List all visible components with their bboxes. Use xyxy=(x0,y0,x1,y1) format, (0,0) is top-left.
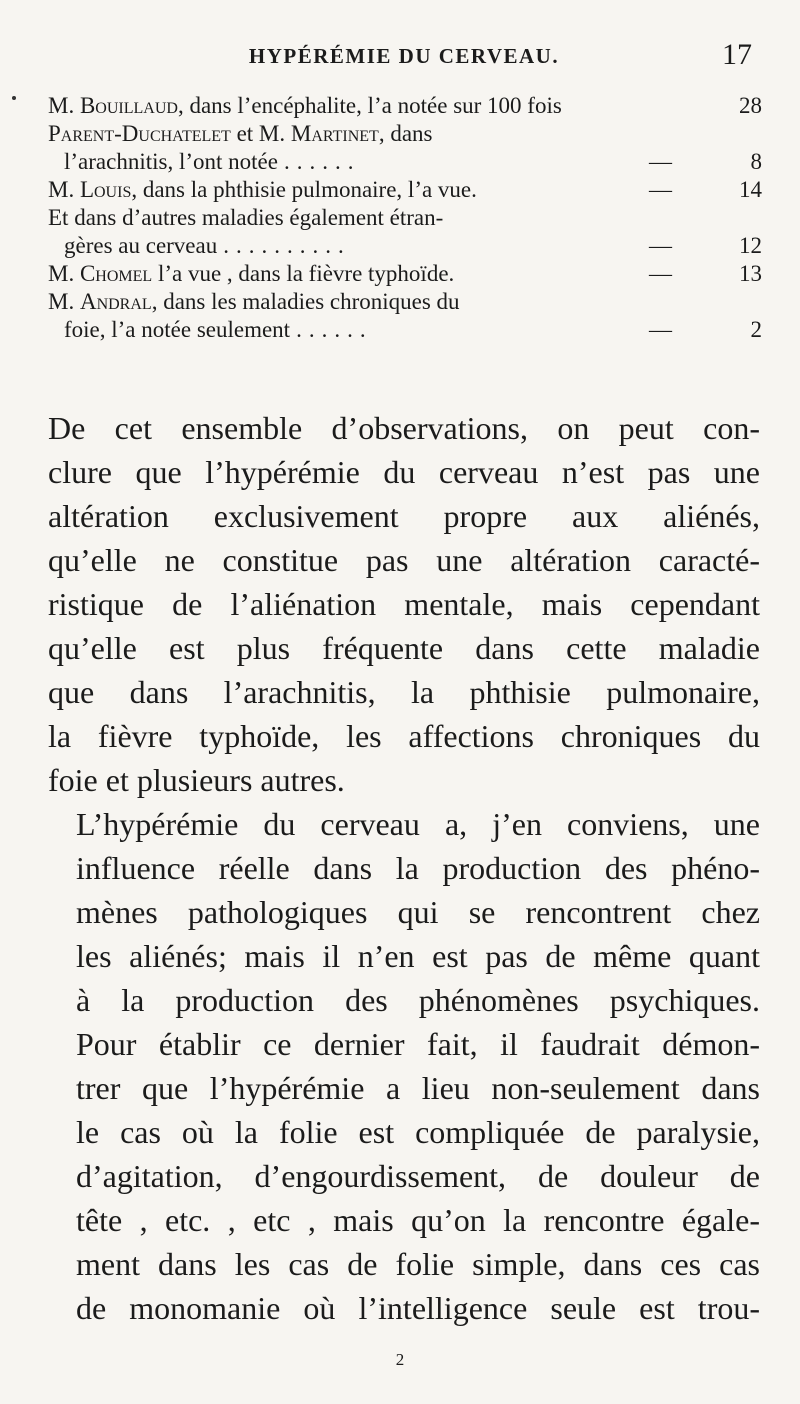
observation-phrase: l’a vue , dans la fièvre typhoïde. xyxy=(152,261,455,286)
author-name: Chomel xyxy=(79,261,153,286)
observation-phrase: gères au cerveau xyxy=(64,233,218,258)
author-name: Martinet xyxy=(290,121,379,146)
author-name: Parent-Duchatelet xyxy=(48,121,231,146)
text-line: qu’elle est plus fréquente dans cette maladie xyxy=(48,630,760,666)
observation-phrase: M. xyxy=(48,177,80,202)
observation-line xyxy=(48,288,762,316)
observation-phrase: M. xyxy=(48,261,80,286)
text-line: foie et plusieurs autres. xyxy=(48,762,345,798)
observation-phrase: , dans la phthisie pulmonaire, l’a vue. xyxy=(131,177,477,202)
dot-leaders: ...... xyxy=(283,149,361,174)
observation-phrase: Et dans d’autres maladies également étran- xyxy=(48,205,444,230)
observation-dash: — xyxy=(649,261,672,286)
text-line: ristique de l’aliénation mentale, mais cependant xyxy=(48,586,760,622)
text-line: mènes pathologiques qui se rencontrent chez xyxy=(76,894,760,930)
ink-speck xyxy=(12,96,16,100)
printer-signature-mark: 2 xyxy=(395,1350,405,1369)
paragraph xyxy=(48,406,760,802)
text-line: De cet ensemble d’observations, on peut con- xyxy=(48,410,760,446)
observation-text xyxy=(48,288,460,316)
observation-line xyxy=(48,176,762,204)
text-line: les aliénés; mais il n’en est pas de même quant xyxy=(76,938,760,974)
observation-row xyxy=(48,260,762,288)
observation-row xyxy=(48,176,762,204)
text-line: qu’elle ne constitue pas une altération caracté- xyxy=(48,542,760,578)
observation-line xyxy=(48,260,762,288)
author-name: Andral xyxy=(79,289,152,314)
observation-line xyxy=(48,92,762,120)
observation-dash: — xyxy=(649,149,672,174)
observation-line xyxy=(48,148,762,176)
text-line: la fièvre typhoïde, les affections chroniques du xyxy=(48,718,760,754)
observation-row xyxy=(48,120,762,176)
text-line: d’agitation, d’engourdissement, de douleur de xyxy=(76,1158,760,1194)
observation-row xyxy=(48,288,762,344)
text-line: le cas où la folie est compliquée de paralysie, xyxy=(76,1114,760,1150)
text-line: influence réelle dans la production des phéno- xyxy=(76,850,760,886)
page-header xyxy=(48,36,760,76)
text-line: clure que l’hypérémie du cerveau n’est pas une xyxy=(48,454,760,490)
text-line: de monomanie où l’intelligence seule est trou- xyxy=(76,1290,760,1326)
observation-count: 14 xyxy=(739,177,762,202)
observation-text xyxy=(48,92,562,120)
observations-table xyxy=(48,92,762,344)
observation-count: 13 xyxy=(739,261,762,286)
observation-text xyxy=(64,316,373,344)
observation-phrase: l’arachnitis, l’ont notée xyxy=(64,149,278,174)
observation-row xyxy=(48,204,762,260)
observation-text xyxy=(48,120,432,148)
observation-count: 2 xyxy=(750,317,762,342)
text-line: Pour établir ce dernier fait, il faudrait démon- xyxy=(76,1026,760,1062)
body-text xyxy=(48,406,760,1330)
observation-text xyxy=(48,176,477,204)
observation-count: 8 xyxy=(750,149,762,174)
running-head: HYPÉRÉMIE DU CERVEAU. xyxy=(248,44,560,68)
observation-count: 12 xyxy=(739,233,762,258)
observation-text xyxy=(64,232,351,260)
author-name: Louis xyxy=(79,177,132,202)
observation-line xyxy=(48,204,762,232)
author-name: Bouillaud xyxy=(79,93,178,118)
dot-leaders: .......... xyxy=(223,233,351,258)
observation-text xyxy=(48,204,443,232)
page-number: 17 xyxy=(722,38,752,71)
observation-count: 28 xyxy=(739,93,762,118)
text-line: altération exclusivement propre aux aliénés, xyxy=(48,498,760,534)
observation-dash: — xyxy=(649,317,672,342)
text-line: L’hypérémie du cerveau a, j’en conviens, une xyxy=(76,806,760,842)
observation-phrase: et M. xyxy=(230,121,291,146)
observation-line xyxy=(48,232,762,260)
observation-line xyxy=(48,316,762,344)
observation-phrase: M. xyxy=(48,93,80,118)
text-line: tête , etc. , etc , mais qu’on la rencontre égale- xyxy=(76,1202,760,1238)
text-line: ment dans les cas de folie simple, dans ces cas xyxy=(76,1246,760,1282)
observation-phrase: , dans les maladies chroniques du xyxy=(151,289,460,314)
text-line: à la production des phénomènes psychiques. xyxy=(76,982,760,1018)
observation-row xyxy=(48,92,762,120)
observation-line xyxy=(48,120,762,148)
text-line: que dans l’arachnitis, la phthisie pulmonaire, xyxy=(48,674,760,710)
observation-text xyxy=(64,148,360,176)
observation-dash: — xyxy=(649,177,672,202)
text-line: trer que l’hypérémie a lieu non-seulement dans xyxy=(76,1070,760,1106)
paragraph xyxy=(48,802,760,1330)
observation-phrase: , dans l’encéphalite, l’a notée sur 100 fois xyxy=(177,93,562,118)
observation-phrase: M. xyxy=(48,289,80,314)
observation-dash: — xyxy=(649,233,672,258)
observation-text xyxy=(48,260,454,288)
observation-phrase: foie, l’a notée seulement xyxy=(64,317,291,342)
dot-leaders: ...... xyxy=(296,317,373,342)
observation-phrase: , dans xyxy=(378,121,433,146)
